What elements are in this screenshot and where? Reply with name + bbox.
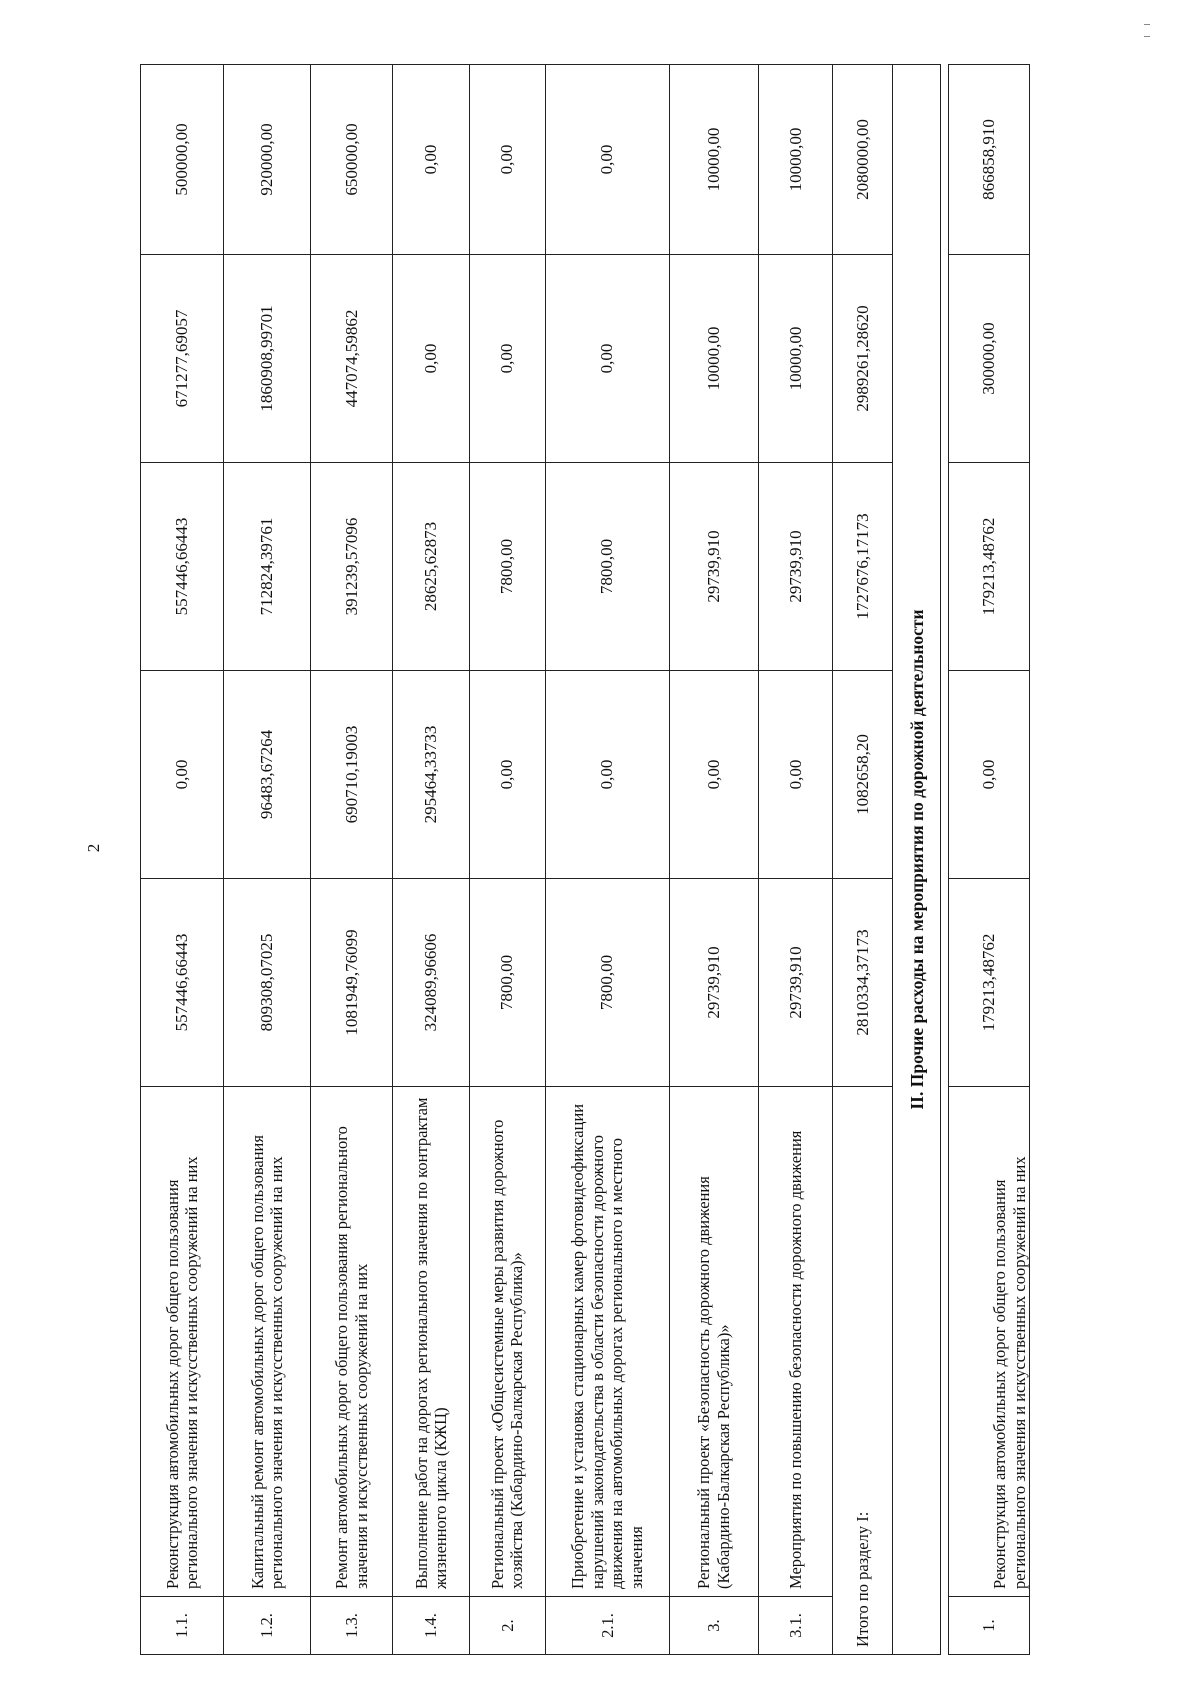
- row-name: Региональный проект «Безопасность дорожного движения (Кабардино-Балкарская Республика)»: [669, 1087, 759, 1597]
- value-cell: 29739,910: [759, 463, 833, 671]
- value-cell: 0,00: [546, 255, 669, 463]
- value-cell: 0,00: [141, 671, 224, 879]
- value-cell: 690710,19003: [311, 671, 393, 879]
- value-cell: 324089,96606: [393, 879, 469, 1087]
- value-cell: 712824,39761: [224, 463, 311, 671]
- value-cell: 0,00: [546, 671, 669, 879]
- value-cell: 10000,00: [759, 65, 833, 255]
- value-cell: 866858,910: [949, 65, 1030, 255]
- value-cell: 29739,910: [669, 879, 759, 1087]
- value-cell: 10000,00: [669, 255, 759, 463]
- scan-mark: [1144, 36, 1150, 37]
- row-number: 2.: [469, 1597, 545, 1655]
- value-cell: 7800,00: [469, 879, 545, 1087]
- budget-table-rotated: [140, 65, 1030, 1655]
- row-name: Реконструкция автомобильных дорог общего пользования регионального значения и искусственных сооружений на них: [141, 1087, 224, 1597]
- value-cell: 650000,00: [311, 65, 393, 255]
- row-number: 1.3.: [311, 1597, 393, 1655]
- table-row: [669, 65, 759, 1655]
- value-cell: 0,00: [469, 255, 545, 463]
- row-name: Выполнение работ на дорогах регионального значения по контрактам жизненного цикла (КЖЦ): [393, 1087, 469, 1597]
- row-name: Капитальный ремонт автомобильных дорог общего пользования регионального значения и искусственных сооружений на них: [224, 1087, 311, 1597]
- value-cell: 0,00: [669, 671, 759, 879]
- budget-table: [140, 64, 1030, 1655]
- total-label: Итого по разделу I:: [833, 1087, 893, 1655]
- total-value-cell: 1727676,17173: [833, 463, 893, 671]
- value-cell: 0,00: [546, 65, 669, 255]
- value-cell: 1081949,76099: [311, 879, 393, 1087]
- value-cell: 391239,57096: [311, 463, 393, 671]
- value-cell: 447074,59862: [311, 255, 393, 463]
- value-cell: 0,00: [469, 671, 545, 879]
- table-row: [311, 65, 393, 1655]
- value-cell: 7800,00: [546, 879, 669, 1087]
- row-name: Региональный проект «Общесистемные меры развития дорожного хозяйства (Кабардино-Балкарская Республика)»: [469, 1087, 545, 1597]
- value-cell: 809308,07025: [224, 879, 311, 1087]
- value-cell: 0,00: [393, 255, 469, 463]
- value-cell: 179213,48762: [949, 463, 1030, 671]
- value-cell: 28625,62873: [393, 463, 469, 671]
- value-cell: 7800,00: [546, 463, 669, 671]
- total-value-cell: 2810334,37173: [833, 879, 893, 1087]
- total-value-cell: 2080000,00: [833, 65, 893, 255]
- value-cell: 557446,66443: [141, 463, 224, 671]
- value-cell: 671277,69057: [141, 255, 224, 463]
- total-value-cell: 2989261,28620: [833, 255, 893, 463]
- value-cell: 295464,33733: [393, 671, 469, 879]
- value-cell: 29739,910: [759, 879, 833, 1087]
- row-number: 1.4.: [393, 1597, 469, 1655]
- table-row: [224, 65, 311, 1655]
- value-cell: 10000,00: [759, 255, 833, 463]
- value-cell: 0,00: [759, 671, 833, 879]
- scan-mark: [1144, 24, 1150, 25]
- value-cell: 0,00: [393, 65, 469, 255]
- table-row: [141, 65, 224, 1655]
- page-number: 2: [84, 843, 103, 853]
- table-row: [393, 65, 469, 1655]
- row-name: Реконструкция автомобильных дорог общего пользования регионального значения и искусственных сооружений на них: [949, 1087, 1030, 1597]
- table-row: [949, 65, 1030, 1655]
- row-name: Ремонт автомобильных дорог общего пользования регионального значения и искусственных сооружений на них: [311, 1087, 393, 1597]
- table-row: [546, 65, 669, 1655]
- row-number: 1.2.: [224, 1597, 311, 1655]
- row-number: 3.1.: [759, 1597, 833, 1655]
- value-cell: 10000,00: [669, 65, 759, 255]
- row-number: 1.1.: [141, 1597, 224, 1655]
- row-number: 3.: [669, 1597, 759, 1655]
- value-cell: 179213,48762: [949, 879, 1030, 1087]
- section-spacer: [941, 65, 949, 1655]
- value-cell: 1860908,99701: [224, 255, 311, 463]
- row-number: 1.: [949, 1597, 1030, 1655]
- value-cell: 500000,00: [141, 65, 224, 255]
- value-cell: 300000,00: [949, 255, 1030, 463]
- row-name: Мероприятия по повышению безопасности дорожного движения: [759, 1087, 833, 1597]
- value-cell: 920000,00: [224, 65, 311, 255]
- section-header-row: [893, 65, 941, 1655]
- row-name: Приобретение и установка стационарных камер фотовидеофиксации нарушений законодательства в области безопасности дорожного движения на автомобильных дорогах регионального и местного значения: [546, 1087, 669, 1597]
- table-row: [759, 65, 833, 1655]
- total-row: [833, 65, 893, 1655]
- value-cell: 29739,910: [669, 463, 759, 671]
- total-value-cell: 1082658,20: [833, 671, 893, 879]
- value-cell: 557446,66443: [141, 879, 224, 1087]
- section-2-title: II. Прочие расходы на мероприятия по дорожной деятельности: [893, 65, 941, 1655]
- value-cell: 0,00: [469, 65, 545, 255]
- value-cell: 0,00: [949, 671, 1030, 879]
- table-row: [469, 65, 545, 1655]
- value-cell: 96483,67264: [224, 671, 311, 879]
- value-cell: 7800,00: [469, 463, 545, 671]
- row-number: 2.1.: [546, 1597, 669, 1655]
